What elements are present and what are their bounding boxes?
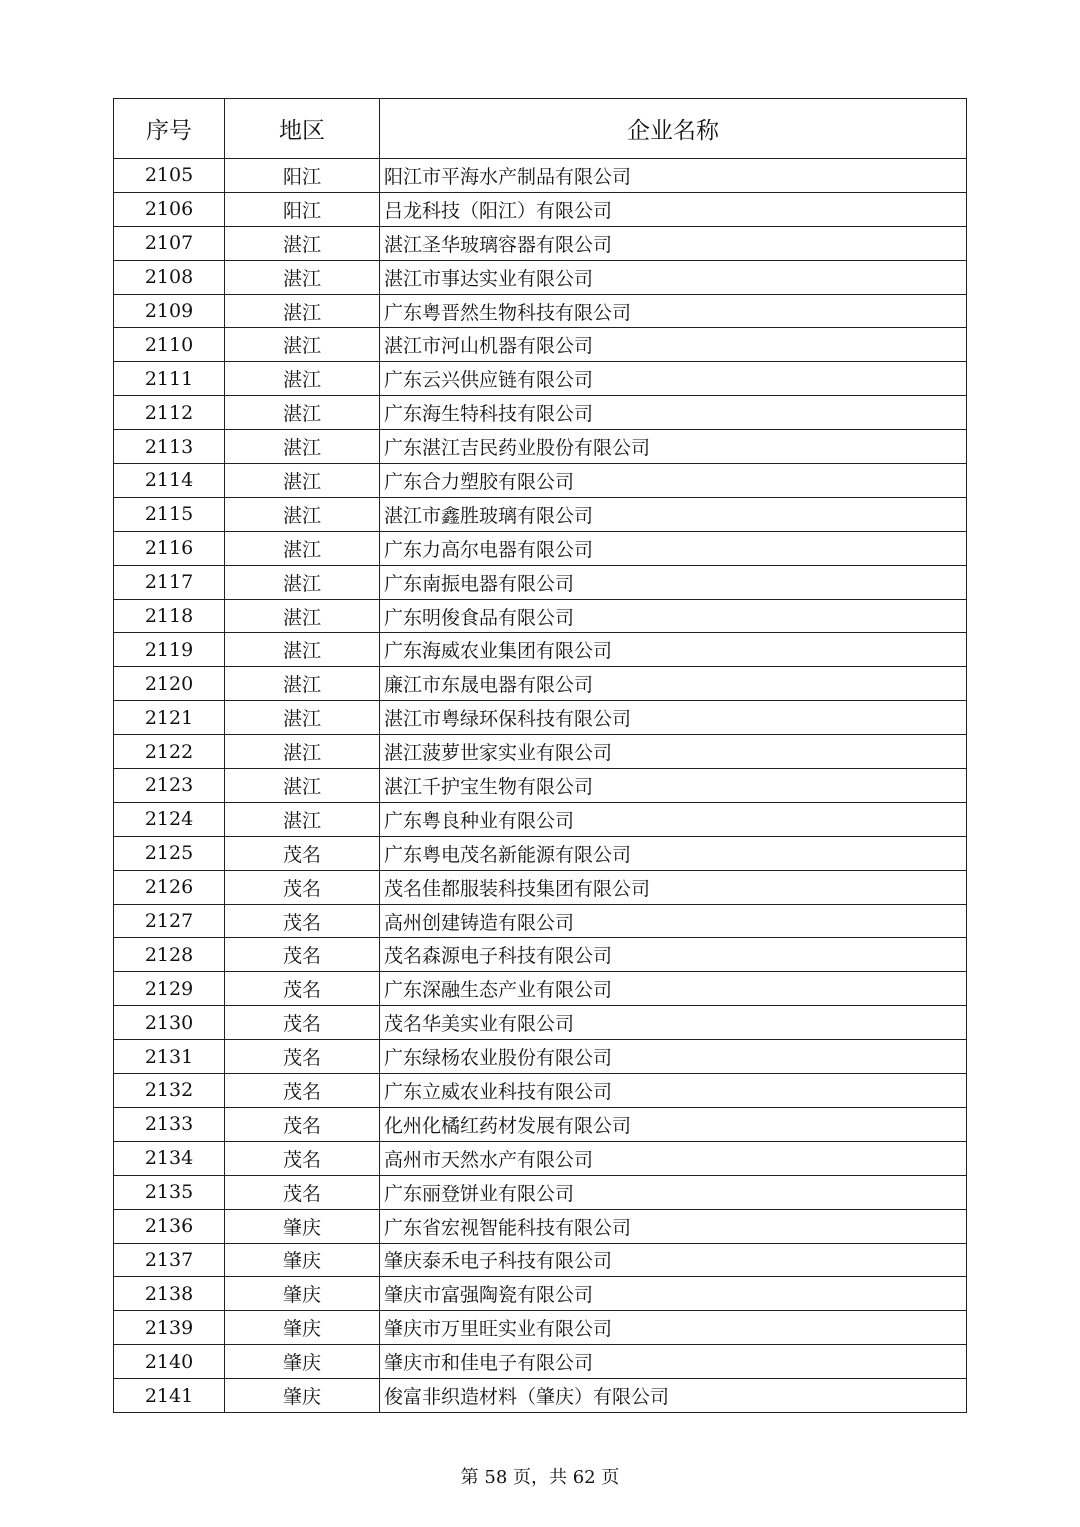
serial-cell: 2117 [114,565,225,599]
serial-cell: 2127 [114,904,225,938]
table-row [114,260,967,294]
region-cell: 茂名 [225,1006,380,1040]
serial-cell: 2132 [114,1074,225,1108]
region-cell: 肇庆 [225,1243,380,1277]
table-row [114,328,967,362]
table-row [114,1141,967,1175]
company-name-cell: 茂名森源电子科技有限公司 [380,938,967,972]
table-row [114,1311,967,1345]
serial-cell: 2128 [114,938,225,972]
table-header-row [114,99,967,159]
table-row [114,836,967,870]
company-name-cell: 高州创建铸造有限公司 [380,904,967,938]
region-cell: 湛江 [225,769,380,803]
table-row [114,667,967,701]
region-cell: 湛江 [225,226,380,260]
table-row [114,938,967,972]
serial-cell: 2118 [114,599,225,633]
serial-cell: 2135 [114,1175,225,1209]
region-cell: 肇庆 [225,1345,380,1379]
header-serial: 序号 [114,99,225,159]
header-region: 地区 [225,99,380,159]
company-name-cell: 湛江市粤绿环保科技有限公司 [380,701,967,735]
table-row [114,633,967,667]
company-name-cell: 广东海生特科技有限公司 [380,396,967,430]
region-cell: 阳江 [225,192,380,226]
company-name-cell: 广东粤电茂名新能源有限公司 [380,836,967,870]
region-cell: 湛江 [225,464,380,498]
table-row [114,904,967,938]
serial-cell: 2112 [114,396,225,430]
table-row [114,565,967,599]
region-cell: 湛江 [225,430,380,464]
serial-cell: 2106 [114,192,225,226]
table-row [114,1107,967,1141]
serial-cell: 2131 [114,1040,225,1074]
serial-cell: 2130 [114,1006,225,1040]
serial-cell: 2140 [114,1345,225,1379]
region-cell: 湛江 [225,531,380,565]
region-cell: 肇庆 [225,1311,380,1345]
region-cell: 湛江 [225,362,380,396]
table-body [114,159,967,1413]
table-row [114,1209,967,1243]
serial-cell: 2138 [114,1277,225,1311]
table-row [114,294,967,328]
company-name-cell: 广东省宏视智能科技有限公司 [380,1209,967,1243]
region-cell: 肇庆 [225,1209,380,1243]
serial-cell: 2134 [114,1141,225,1175]
region-cell: 湛江 [225,701,380,735]
serial-cell: 2116 [114,531,225,565]
table-row [114,802,967,836]
region-cell: 湛江 [225,396,380,430]
region-cell: 湛江 [225,497,380,531]
company-name-cell: 俊富非织造材料（肇庆）有限公司 [380,1379,967,1413]
company-name-cell: 高州市天然水产有限公司 [380,1141,967,1175]
region-cell: 茂名 [225,836,380,870]
company-name-cell: 湛江菠萝世家实业有限公司 [380,735,967,769]
table-row [114,464,967,498]
table-row [114,497,967,531]
serial-cell: 2123 [114,769,225,803]
region-cell: 茂名 [225,1040,380,1074]
serial-cell: 2125 [114,836,225,870]
company-name-cell: 茂名华美实业有限公司 [380,1006,967,1040]
region-cell: 肇庆 [225,1379,380,1413]
company-name-cell: 广东丽登饼业有限公司 [380,1175,967,1209]
table-row [114,531,967,565]
serial-cell: 2105 [114,159,225,193]
serial-cell: 2109 [114,294,225,328]
table-row [114,1379,967,1413]
serial-cell: 2137 [114,1243,225,1277]
table-row [114,1074,967,1108]
region-cell: 茂名 [225,972,380,1006]
company-name-cell: 广东云兴供应链有限公司 [380,362,967,396]
region-cell: 湛江 [225,802,380,836]
table-row [114,1243,967,1277]
header-company-name: 企业名称 [380,99,967,159]
serial-cell: 2122 [114,735,225,769]
company-name-cell: 湛江市事达实业有限公司 [380,260,967,294]
company-name-cell: 肇庆泰禾电子科技有限公司 [380,1243,967,1277]
table-row [114,396,967,430]
table-row [114,701,967,735]
enterprise-table [113,98,967,1413]
table-row [114,1040,967,1074]
company-name-cell: 廉江市东晟电器有限公司 [380,667,967,701]
table-row [114,769,967,803]
company-name-cell: 广东明俊食品有限公司 [380,599,967,633]
table-row [114,159,967,193]
serial-cell: 2110 [114,328,225,362]
serial-cell: 2141 [114,1379,225,1413]
table-row [114,1345,967,1379]
company-name-cell: 肇庆市富强陶瓷有限公司 [380,1277,967,1311]
company-name-cell: 肇庆市和佳电子有限公司 [380,1345,967,1379]
table-row [114,192,967,226]
serial-cell: 2133 [114,1107,225,1141]
region-cell: 肇庆 [225,1277,380,1311]
table-row [114,735,967,769]
region-cell: 茂名 [225,1175,380,1209]
serial-cell: 2113 [114,430,225,464]
serial-cell: 2111 [114,362,225,396]
region-cell: 湛江 [225,260,380,294]
company-name-cell: 广东深融生态产业有限公司 [380,972,967,1006]
page-footer: 第 58 页，共 62 页 [460,1467,620,1488]
table-row [114,972,967,1006]
serial-cell: 2126 [114,870,225,904]
company-name-cell: 广东海威农业集团有限公司 [380,633,967,667]
region-cell: 茂名 [225,1141,380,1175]
region-cell: 湛江 [225,328,380,362]
region-cell: 阳江 [225,159,380,193]
serial-cell: 2119 [114,633,225,667]
company-name-cell: 广东绿杨农业股份有限公司 [380,1040,967,1074]
company-name-cell: 湛江千护宝生物有限公司 [380,769,967,803]
company-name-cell: 广东南振电器有限公司 [380,565,967,599]
company-name-cell: 阳江市平海水产制品有限公司 [380,159,967,193]
company-name-cell: 化州化橘红药材发展有限公司 [380,1107,967,1141]
table-row [114,430,967,464]
region-cell: 湛江 [225,599,380,633]
serial-cell: 2108 [114,260,225,294]
company-name-cell: 广东力高尔电器有限公司 [380,531,967,565]
region-cell: 湛江 [225,667,380,701]
serial-cell: 2129 [114,972,225,1006]
serial-cell: 2115 [114,497,225,531]
table-row [114,226,967,260]
serial-cell: 2124 [114,802,225,836]
serial-cell: 2107 [114,226,225,260]
region-cell: 湛江 [225,633,380,667]
serial-cell: 2139 [114,1311,225,1345]
region-cell: 茂名 [225,870,380,904]
serial-cell: 2121 [114,701,225,735]
company-name-cell: 广东湛江吉民药业股份有限公司 [380,430,967,464]
serial-cell: 2120 [114,667,225,701]
table-row [114,1175,967,1209]
region-cell: 湛江 [225,735,380,769]
table-row [114,599,967,633]
company-name-cell: 吕龙科技（阳江）有限公司 [380,192,967,226]
table-row [114,870,967,904]
region-cell: 茂名 [225,1074,380,1108]
company-name-cell: 肇庆市万里旺实业有限公司 [380,1311,967,1345]
region-cell: 湛江 [225,294,380,328]
region-cell: 茂名 [225,938,380,972]
region-cell: 茂名 [225,904,380,938]
company-name-cell: 茂名佳都服装科技集团有限公司 [380,870,967,904]
company-name-cell: 湛江市鑫胜玻璃有限公司 [380,497,967,531]
table-row [114,1277,967,1311]
serial-cell: 2136 [114,1209,225,1243]
company-name-cell: 广东立威农业科技有限公司 [380,1074,967,1108]
region-cell: 茂名 [225,1107,380,1141]
company-name-cell: 广东粤晋然生物科技有限公司 [380,294,967,328]
company-name-cell: 湛江市河山机器有限公司 [380,328,967,362]
company-name-cell: 广东合力塑胶有限公司 [380,464,967,498]
table-row [114,1006,967,1040]
company-name-cell: 广东粤良种业有限公司 [380,802,967,836]
table-row [114,362,967,396]
serial-cell: 2114 [114,464,225,498]
company-name-cell: 湛江圣华玻璃容器有限公司 [380,226,967,260]
region-cell: 湛江 [225,565,380,599]
